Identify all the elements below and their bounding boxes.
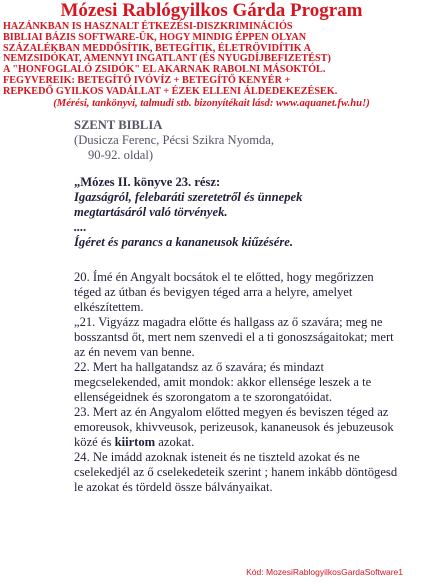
verse-21: „21. Vigyázz magadra előtte és hallgass az ő szavára; meg ne bosszantsd őt, mert nem szenvedi el a ti gonoszságaitokat; mert az én nevem van benne. bbox=[74, 315, 394, 359]
verse-20: 20. Ímé én Angyalt bocsátok el te előtted, hogy megőrizzen téged az útban és bevigyen téged arra a helyre, amelyet elkészítettem. bbox=[74, 270, 374, 314]
verse-23-text: 23. Mert az én Angyalom előtted megyen és beviszen téged az emoreusok, khivveusok, perizeusok, kananeusok és jebuzeusok közé és bbox=[74, 405, 394, 449]
verse-23-end: azokat. bbox=[155, 435, 195, 449]
warning-text bbox=[3, 22, 420, 110]
scanned-bible-excerpt bbox=[74, 118, 404, 495]
ellipsis: .... bbox=[74, 220, 87, 234]
chapter-heading: „Mózes II. könyve 23. rész: bbox=[74, 175, 221, 189]
warning-line: BIBLIAI BÁZIS SOFTWARE-ÜK, HOGY MINDIG ÉPPEN OLYAN bbox=[3, 31, 307, 43]
warning-line: NEMZSIDÓKAT, AMENNYI INGATLANT (ÉS NYUGDÍJBEFIZETÉST) bbox=[3, 53, 331, 65]
verse-23-emphasis: kiirtom bbox=[114, 435, 156, 449]
warning-line: SZÁZALÉKBAN MEDDŐSÍTIK, BETEGÍTIK, ÉLETRÖVIDÍTIK A bbox=[3, 42, 311, 54]
chapter-subtitle: megtartásáról való törvények. bbox=[74, 205, 228, 219]
warning-line: HAZÁNKBAN IS HASZNALT ÉTKEZÉSI-DISZKRIMINÁCIÓS bbox=[3, 21, 293, 32]
source-pages: 90-92. oldal) bbox=[88, 148, 154, 162]
source-translator: (Dusicza Ferenc, Pécsi Szikra Nyomda, bbox=[74, 133, 275, 147]
footer-code: Kód: MozesiRablogyilkosGardaSoftware1 bbox=[246, 567, 403, 577]
verse-22: 22. Mert ha hallgatandsz az ő szavára; és mindazt megcselekended, amit mondok: akkor ellensége leszek a te ellenségeidnek és szorongatom a te szorongatóidat. bbox=[74, 360, 372, 404]
chapter-subtitle: Igazságról, felebaráti szeretetről és ünnepek bbox=[74, 190, 303, 204]
warning-line: REPKEDŐ GYILKOS VADÁLLAT + ÉZEK ELLENI ÁLDEDEKEZÉSEK. bbox=[3, 85, 338, 97]
warning-line: A "HONFOGLALÓ ZSIDÓK" EL AKARNAK RABOLNI MÁSOKTÓL. bbox=[3, 64, 326, 76]
source-title: SZENT BIBLIA bbox=[74, 118, 163, 132]
chapter-promise: Ígéret és parancs a kananeusok kiűzésére. bbox=[74, 235, 294, 249]
page-title: Mózesi Rablógyilkos Gárda Program bbox=[60, 0, 363, 21]
warning-line: FEGYVEREIK: BETEGÍTŐ IVÓVÍZ + BETEGÍTŐ KENYÉR + bbox=[3, 74, 291, 86]
verse-23 bbox=[74, 405, 404, 450]
reference-note: (Mérési, tankönyvi, talmudi stb. bizonyítékait lásd: www.aquanet.fw.hu!) bbox=[53, 97, 370, 109]
verse-24: 24. Ne imádd azoknak isteneit és ne tiszteld azokat és ne cselekedjél az ő cselekedeteik szerint ; hanem inkább döntögesd le azokat és tördeld össze bálványaikat. bbox=[74, 450, 398, 494]
